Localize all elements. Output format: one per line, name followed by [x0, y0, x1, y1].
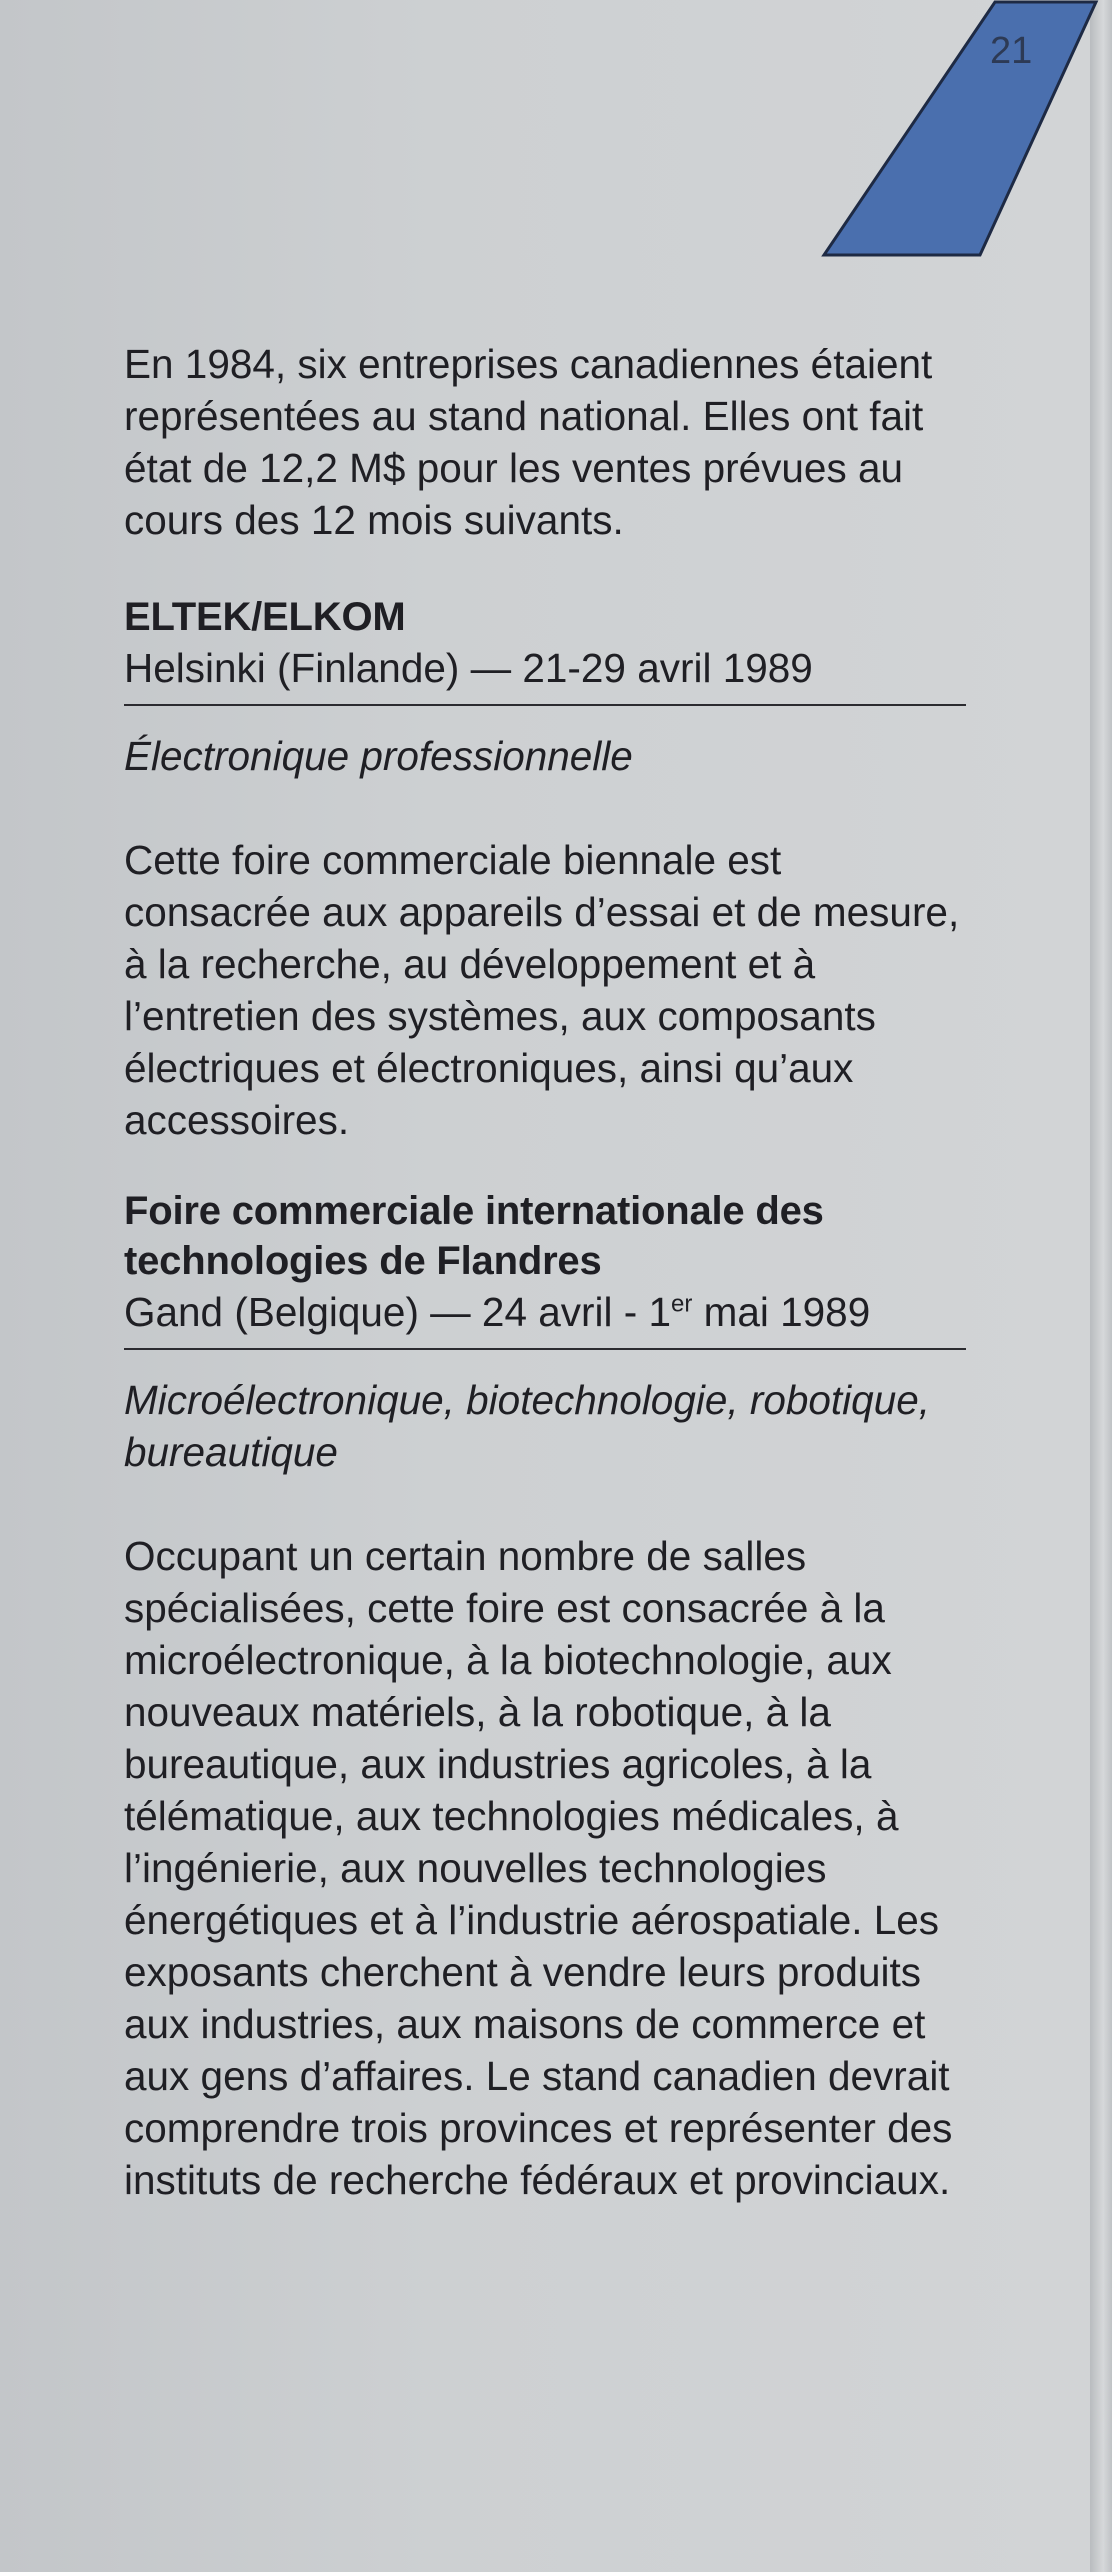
event-location-start: Gand (Belgique) — 24 avril - 1 [124, 1289, 672, 1335]
event-sector: Microélectronique, biotechnologie, robotique, bureautique [124, 1377, 931, 1475]
event-location-dates [124, 1286, 966, 1350]
ordinal-superscript: er [671, 1290, 693, 1318]
event-location-end: mai 1989 [692, 1289, 871, 1335]
page-number: 21 [990, 30, 1033, 72]
event-sector: Électronique professionnelle [124, 733, 633, 779]
page-edge [1090, 0, 1112, 2572]
event-location-dates: Helsinki (Finlande) — 21-29 avril 1989 [124, 642, 966, 706]
event-description: Cette foire commerciale biennale est consacrée aux appareils d’essai et de mesure, à la recherche, au développement et à l’entretien des systèmes, aux composants électriques et électroniques, ainsi qu’aux accessoires. [124, 837, 960, 1143]
intro-paragraph: En 1984, six entreprises canadiennes étaient représentées au stand national. Elles ont fait état de 12,2 M$ pour les ventes prévues au cours des 12 mois suivants. [124, 341, 933, 543]
article-body [124, 338, 974, 2246]
corner-parallelogram-mark [820, 0, 1100, 260]
event-title: ELTEK/ELKOM [124, 595, 406, 639]
event-eltek-elkom [124, 592, 974, 1146]
event-description: Occupant un certain nombre de salles spécialisées, cette foire est consacrée à la microélectronique, à la biotechnologie, aux nouveaux matériels, à la robotique, à la bureautique, aux industries agricoles, à la télématique, aux technologies médicales, à l’ingénierie, aux nouvelles technologies énergétiques et à l’industrie aérospatiale. Les exposants cherchent à vendre leurs produits aux industries, aux maisons de commerce et aux gens d’affaires. Le stand canadien devrait comprendre trois provinces et représenter des instituts de recherche fédéraux et provinciaux. [124, 1533, 953, 2203]
event-flandres-technology-fair [124, 1186, 974, 2206]
event-title: Foire commerciale internationale des technologies de Flandres [124, 1189, 824, 1283]
